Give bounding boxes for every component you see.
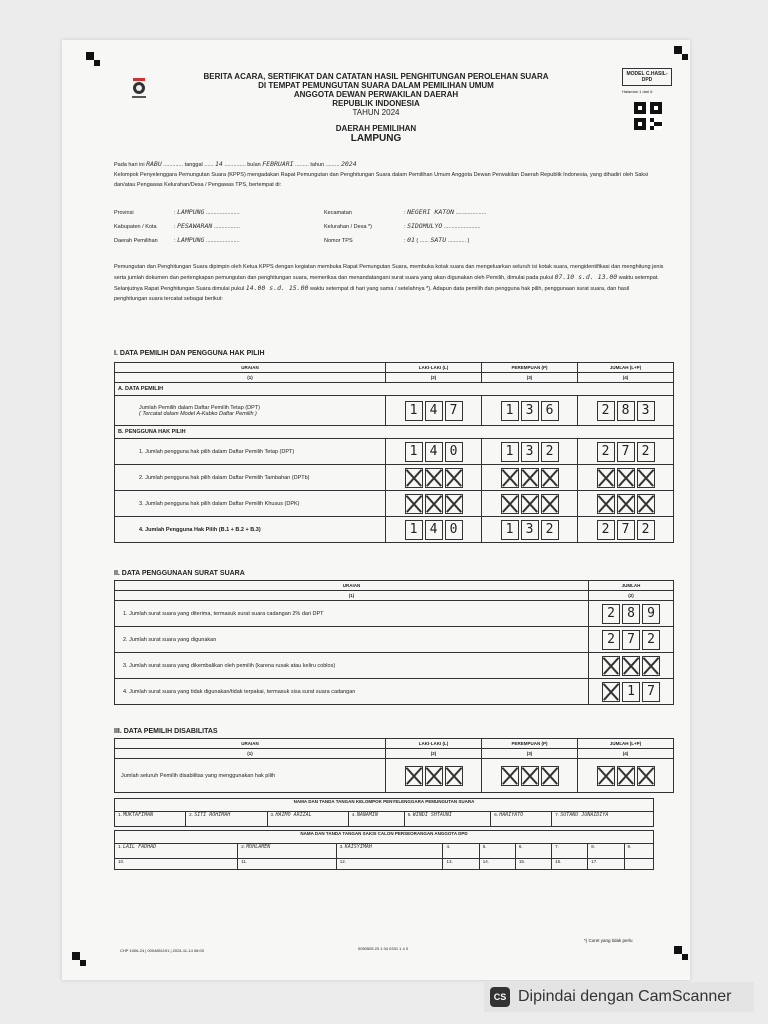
saksi-signature-cell: 12.	[336, 859, 443, 870]
b4-jumlah	[578, 517, 674, 543]
body-text-2: Selanjutnya Rapat Penghitungan Suara dimulai pukul	[114, 286, 245, 292]
col-num: (3)	[482, 749, 578, 759]
registration-mark	[80, 960, 86, 966]
camscanner-text: Dipindai dengan CamScanner	[518, 988, 732, 1005]
year-label: tahun	[310, 162, 325, 168]
b1-laki	[386, 439, 482, 465]
subsection-b: B. PENGGUNA HAK PILIH	[115, 426, 674, 439]
a1-jumlah	[578, 396, 674, 426]
kelurahan-row: Kelurahan / Desa *) : SIDOMULYO ........................	[324, 222, 481, 230]
digit-box: 1	[501, 401, 519, 421]
date-label: tanggal	[184, 162, 203, 168]
saksi-signature-cell: 15.	[515, 859, 551, 870]
crossed-box	[425, 766, 443, 786]
kpps-signature-cell: 7. SUTANU JUNAIDIYA	[552, 812, 654, 827]
provinsi-label: Provinsi	[114, 210, 134, 216]
crossed-box	[602, 682, 620, 702]
col-laki: LAKI-LAKI (L)	[386, 363, 482, 373]
crossed-box	[637, 766, 655, 786]
col-num: (3)	[482, 373, 578, 383]
digit-box: 3	[637, 401, 655, 421]
a1-perempuan	[482, 396, 578, 426]
b3-laki	[386, 491, 482, 517]
crossed-box	[521, 494, 539, 514]
digit-box: 7	[622, 630, 640, 650]
crossed-box	[405, 468, 423, 488]
crossed-box	[617, 468, 635, 488]
footer-center: 0050505 20 1 04 0331 1 4 0	[358, 946, 409, 951]
digit-box: 1	[405, 442, 423, 462]
region-name: LAMPUNG	[350, 133, 402, 144]
digit-box: 2	[637, 442, 655, 462]
date-value: 14	[214, 160, 223, 168]
col-num: (2)	[589, 591, 674, 601]
b4-laki	[386, 517, 482, 543]
saksi-signature-cell: 11.	[238, 859, 337, 870]
crossed-box	[501, 468, 519, 488]
saksi-signature-cell: 10.	[115, 859, 238, 870]
saksi-signature-cell: 4.	[443, 844, 479, 859]
dapil-value: LAMPUNG	[177, 236, 205, 244]
crossed-box	[541, 494, 559, 514]
b3-perempuan	[482, 491, 578, 517]
crossed-box	[501, 494, 519, 514]
col-jumlah: JUMLAH (L+P)	[578, 363, 674, 373]
voter-data-table	[114, 362, 674, 543]
title-line-5: TAHUN 2024	[352, 108, 400, 117]
kpps-signature-table	[114, 798, 654, 827]
kelurahan-label: Kelurahan / Desa *)	[324, 224, 372, 230]
section-2-title: II. DATA PENGGUNAAN SURAT SUARA	[114, 570, 245, 577]
saksi-signature-cell: 6.	[515, 844, 551, 859]
digit-box: 1	[501, 442, 519, 462]
col-num: (2)	[386, 749, 482, 759]
digit-box: 7	[445, 401, 463, 421]
kabupaten-row: Kabupaten / Kota : PESAWARAN .................	[114, 222, 240, 230]
month-value: FEBRUARI	[262, 160, 294, 168]
crossed-box	[445, 494, 463, 514]
row-b2-label: 2. Jumlah pengguna hak pilih dalam Daftar Pemilih Tambahan (DPTb)	[115, 465, 386, 491]
saksi-signer-name: LAIL FADHAD	[123, 844, 157, 850]
digit-box: 2	[541, 442, 559, 462]
kpps-signer-name: HAIMO ARIZAL	[275, 812, 312, 818]
registration-mark	[682, 54, 688, 60]
provinsi-value: LAMPUNG	[177, 208, 205, 216]
saksi-signature-cell: 16.	[552, 859, 588, 870]
crossed-box	[637, 468, 655, 488]
tps-row: Nomor TPS : 01 ( ...... SATU ............ )	[324, 236, 470, 244]
body-text	[114, 262, 664, 304]
kpps-signature-cell: 4. NANAMIN	[348, 812, 404, 827]
title-line-4: REPUBLIK INDONESIA	[332, 99, 420, 108]
row-a1-label	[115, 396, 386, 426]
registration-mark	[72, 952, 80, 960]
kpps-title: NAMA DAN TANDA TANGAN KELOMPOK PENYELENGGARA PEMUNGUTAN SUARA	[115, 799, 654, 812]
crossed-box	[541, 766, 559, 786]
crossed-box	[425, 494, 443, 514]
col-num: (1)	[115, 749, 386, 759]
digit-box: 2	[597, 442, 615, 462]
a1-laki	[386, 396, 482, 426]
kpps-signature-cell: 1. MUKTAFIMAN	[115, 812, 186, 827]
kpps-signature-cell: 6. HARIYATO	[491, 812, 552, 827]
digit-box: 1	[622, 682, 640, 702]
kpps-signature-cell: 2. SITI ROHIMAH	[186, 812, 267, 827]
b1-perempuan	[482, 439, 578, 465]
kecamatan-label: Kecamatan	[324, 210, 352, 216]
kpps-signer-name: NANAMIN	[356, 812, 378, 818]
saksi-signer-name: KAISYIMAH	[344, 844, 372, 850]
registration-mark	[674, 946, 682, 954]
title-line-1: BERITA ACARA, SERTIFIKAT DAN CATATAN HASIL PENGHITUNGAN PEROLEHAN SUARA	[203, 72, 549, 81]
ballot-val-4	[589, 679, 674, 705]
digit-box: 4	[425, 401, 443, 421]
row-b3-label: 3. Jumlah pengguna hak pilih dalam Daftar Pemilih Khusus (DPK)	[115, 491, 386, 517]
digit-box: 2	[597, 520, 615, 540]
footer-left: CHP 1006-24 | 0004851191 | 2024-11-14 08:00	[120, 948, 204, 953]
kpps-signer-name: HARIYATO	[499, 812, 524, 818]
tps-label: Nomor TPS	[324, 238, 353, 244]
digit-box: 1	[501, 520, 519, 540]
ballot-row-4: 4. Jumlah surat suara yang tidak digunakan/tidak terpakai, termasuk sisa surat suara cadangan	[115, 679, 589, 705]
kabupaten-value: PESAWARAN	[177, 222, 213, 230]
registration-mark	[86, 52, 94, 60]
ballot-usage-table	[114, 580, 674, 705]
col-num: (2)	[386, 373, 482, 383]
saksi-signature-cell: 1. LAIL FADHAD	[115, 844, 238, 859]
kpps-signer-name: WINDI SHTAUNI	[412, 812, 452, 818]
camscanner-logo-icon: CS	[490, 987, 510, 1007]
crossed-box	[642, 656, 660, 676]
crossed-box	[521, 468, 539, 488]
intro-text: Kelompok Penyelenggara Pemungutan Suara (KPPS) mengadakan Rapat Pemungutan dan Penghitungan Suara dalam Pemilihan Umum Anggota Dewan Perwakilan Daerah Republik Indonesia, yang dihadiri oleh Saksi dan/atau Pengawas Kelurahan/Desa / Pengawas TPS, bertempat di:	[114, 172, 649, 188]
crossed-box	[521, 766, 539, 786]
row-a1-note: ( Tercatat dalam Model A-Kabko Daftar Pemilih )	[139, 410, 257, 417]
ballot-row-2: 2. Jumlah surat suara yang digunakan	[115, 627, 589, 653]
registration-mark	[674, 46, 682, 54]
crossed-box	[425, 468, 443, 488]
col-uraian: URAIAN	[115, 739, 386, 749]
saksi-signature-cell: 7.	[552, 844, 588, 859]
saksi-signer-name: MUHLAMEN	[246, 844, 271, 850]
digit-box: 3	[521, 401, 539, 421]
title-line-2: DI TEMPAT PEMUNGUTAN SUARA DALAM PEMILIHAN UMUM	[258, 81, 494, 90]
digit-box: 2	[597, 401, 615, 421]
section-1-title: I. DATA PEMILIH DAN PENGGUNA HAK PILIH	[114, 350, 265, 357]
time-range-2: 14.00 s.d. 15.00	[245, 284, 309, 292]
b4-perempuan	[482, 517, 578, 543]
qr-code-icon	[634, 102, 662, 130]
crossed-box	[597, 468, 615, 488]
year-value: 2024	[340, 160, 357, 168]
row-b4-label: 4. Jumlah Pengguna Hak Pilih (B.1 + B.2 + B.3)	[115, 517, 386, 543]
time-range-1: 07.10 s.d. 13.00	[554, 273, 618, 281]
digit-box: 4	[425, 442, 443, 462]
crossed-box	[622, 656, 640, 676]
ballot-val-1	[589, 601, 674, 627]
disability-perempuan	[482, 759, 578, 793]
kpps-signer-name: MUKTAFIMAN	[123, 812, 154, 818]
saksi-signature-cell: 17.	[588, 859, 624, 870]
dapil-label: Daerah Pemilihan	[114, 238, 158, 244]
digit-box: 7	[617, 442, 635, 462]
col-laki: LAKI-LAKI (L)	[386, 739, 482, 749]
saksi-signature-cell	[624, 859, 654, 870]
crossed-box	[597, 766, 615, 786]
b2-perempuan	[482, 465, 578, 491]
digit-box: 0	[445, 520, 463, 540]
col-jumlah: JUMLAH	[589, 581, 674, 591]
digit-box: 8	[622, 604, 640, 624]
digit-box: 8	[617, 401, 635, 421]
crossed-box	[405, 766, 423, 786]
digit-box: 9	[642, 604, 660, 624]
scanned-page	[62, 40, 690, 980]
row-b1-label: 1. Jumlah pengguna hak pilih dalam Daftar Pemilih Tetap (DPT)	[115, 439, 386, 465]
saksi-signature-cell: 9.	[624, 844, 654, 859]
digit-box: 2	[642, 630, 660, 650]
body-text-2-suffix: waktu setempat di hari yang sama / setelahnya *). Adapun data pemilih dan pengguna hak pilih, penggunaan surat suara, dan hasil penghitungan suara tercatat sebagai berikut:	[114, 286, 630, 302]
crossed-box	[597, 494, 615, 514]
crossed-box	[617, 494, 635, 514]
saksi-signature-cell: 3. KAISYIMAH	[336, 844, 443, 859]
b2-laki	[386, 465, 482, 491]
digit-box: 2	[602, 604, 620, 624]
body-text-1: Pemungutan dan Penghitungan Suara dipimpin oleh Ketua KPPS dengan kegiatan membuka Rapat Pemungutan Suara, membuka kotak suara dan mengeluarkan seluruh isi kotak suara, mengidentifikasi dan menghitung jenis serta jumlah dokumen dan perlengkapan pemungutan dan penghitungan suara, memeriksa dan menandatangani surat suara yang akan digunakan oleh Pemilih, dimulai pada pukul	[114, 264, 664, 281]
provinsi-row: Provinsi : LAMPUNG ......................	[114, 208, 240, 216]
b3-jumlah	[578, 491, 674, 517]
digit-box: 2	[637, 520, 655, 540]
kecamatan-value: NEGERI KATON	[407, 208, 455, 216]
disability-jumlah	[578, 759, 674, 793]
saksi-title: NAMA DAN TANDA TANGAN SAKSI CALON PERSEORANGAN ANGGOTA DPD	[115, 831, 654, 844]
crossed-box	[445, 468, 463, 488]
kpps-signature-cell: 5. WINDI SHTAUNI	[404, 812, 490, 827]
digit-box: 1	[405, 520, 423, 540]
disability-laki	[386, 759, 482, 793]
crossed-box	[405, 494, 423, 514]
camscanner-watermark	[484, 982, 754, 1012]
digit-box: 3	[521, 520, 539, 540]
col-perempuan: PEREMPUAN (P)	[482, 739, 578, 749]
crossed-box	[637, 494, 655, 514]
kabupaten-label: Kabupaten / Kota	[114, 224, 157, 230]
model-code-box: MODEL C.HASIL-DPD	[622, 68, 672, 86]
digit-box: 0	[445, 442, 463, 462]
ballot-row-3: 3. Jumlah surat suara yang dikembalikan oleh pemilih (karena rusak atau keliru coblos)	[115, 653, 589, 679]
col-num: (4)	[578, 373, 674, 383]
crossed-box	[617, 766, 635, 786]
col-uraian: URAIAN	[115, 581, 589, 591]
kecamatan-row: Kecamatan : NEGERI KATON ....................	[324, 208, 487, 216]
registration-mark	[682, 954, 688, 960]
crossed-box	[602, 656, 620, 676]
col-perempuan: PEREMPUAN (P)	[482, 363, 578, 373]
time-1-suffix: waktu setempat.	[618, 275, 659, 281]
disability-table	[114, 738, 674, 793]
digit-box: 7	[642, 682, 660, 702]
kpps-signer-name: SITI ROHIMAH	[194, 812, 231, 818]
digit-box: 2	[541, 520, 559, 540]
kelurahan-value: SIDOMULYO	[407, 222, 443, 230]
ballot-val-2	[589, 627, 674, 653]
date-line: Pada hari ini RABU ............. tanggal ...... 14 .............. bulan FEBRUARI ......... tahun ......... 2024	[114, 160, 357, 168]
ballot-row-1: 1. Jumlah surat suara yang diterima, termasuk surat suara cadangan 2% dari DPT	[115, 601, 589, 627]
ballot-val-3	[589, 653, 674, 679]
crossed-box	[501, 766, 519, 786]
digit-box: 7	[617, 520, 635, 540]
kpps-signer-name: SUTANU JUNAIDIYA	[560, 812, 609, 818]
saksi-signature-cell: 8.	[588, 844, 624, 859]
digit-box: 3	[521, 442, 539, 462]
digit-box: 4	[425, 520, 443, 540]
col-jumlah: JUMLAH (L+P)	[578, 739, 674, 749]
b1-jumlah	[578, 439, 674, 465]
digit-box: 6	[541, 401, 559, 421]
tps-word: SATU	[430, 236, 447, 244]
dapil-row: Daerah Pemilihan : LAMPUNG ......................	[114, 236, 240, 244]
section-3-title: III. DATA PEMILIH DISABILITAS	[114, 728, 218, 735]
saksi-signature-cell: 2. MUHLAMEN	[238, 844, 337, 859]
crossed-box	[445, 766, 463, 786]
row-a1-text: Jumlah Pemilih dalam Daftar Pemilih Tetap (DPT)	[139, 404, 260, 411]
month-label: bulan	[247, 162, 261, 168]
day-value: RABU	[146, 160, 162, 168]
registration-mark	[94, 60, 100, 66]
title-line-3: ANGGOTA DEWAN PERWAKILAN DAERAH	[293, 90, 459, 99]
saksi-signature-cell: 13.	[443, 859, 479, 870]
day-label: Pada hari ini	[114, 162, 145, 168]
footer-note: *) Coret yang tidak perlu	[584, 938, 633, 943]
kpps-signature-cell: 3. HAIMO ARIZAL	[267, 812, 348, 827]
b2-jumlah	[578, 465, 674, 491]
region-label: DAERAH PEMILIHAN	[335, 124, 417, 133]
saksi-signature-cell: 5.	[479, 844, 515, 859]
col-num: (1)	[115, 373, 386, 383]
subsection-a: A. DATA PEMILIH	[115, 383, 674, 396]
saksi-signature-cell: 14.	[479, 859, 515, 870]
disability-row-label: Jumlah seluruh Pemilih disabilitas yang menggunakan hak pilih	[115, 759, 386, 793]
col-num: (4)	[578, 749, 674, 759]
digit-box: 1	[405, 401, 423, 421]
col-num: (1)	[115, 591, 589, 601]
col-uraian: URAIAN	[115, 363, 386, 373]
saksi-signature-table	[114, 830, 654, 870]
crossed-box	[541, 468, 559, 488]
page-info: Halaman 1 dari 6	[622, 89, 653, 94]
tps-number: 01	[407, 236, 415, 244]
digit-box: 2	[602, 630, 620, 650]
